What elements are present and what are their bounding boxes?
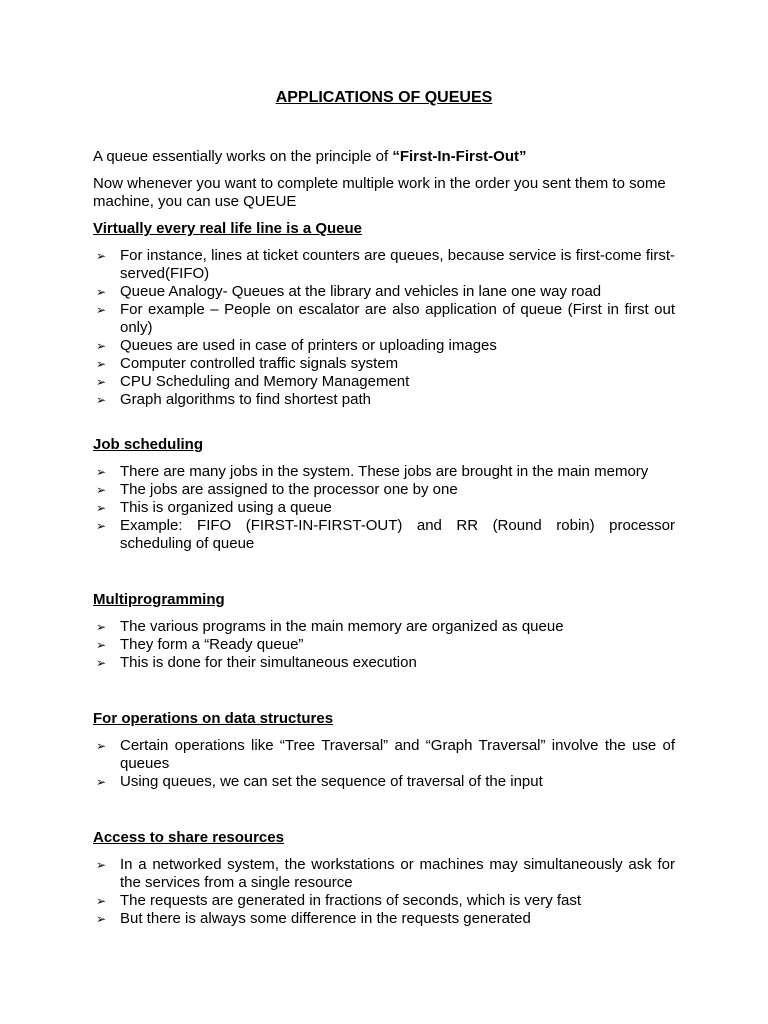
list-item: ➢ But there is always some difference in the requests generated [96, 910, 531, 927]
section-heading: Access to share resources [93, 829, 284, 846]
arrowhead-bullet-icon: ➢ [96, 894, 107, 908]
arrowhead-bullet-icon: ➢ [96, 858, 107, 872]
arrowhead-bullet-icon: ➢ [96, 775, 107, 789]
section-job-scheduling [93, 436, 675, 553]
arrowhead-bullet-icon: ➢ [96, 357, 107, 371]
arrowhead-bullet-icon: ➢ [96, 339, 107, 353]
list-item: ➢ Graph algorithms to find shortest path [96, 391, 371, 408]
arrowhead-bullet-icon: ➢ [96, 519, 107, 533]
arrowhead-bullet-icon: ➢ [96, 501, 107, 515]
list-item: ➢ There are many jobs in the system. These jobs are brought in the main memory [96, 463, 649, 480]
section-access-shared-resources [93, 829, 675, 928]
section-heading: Virtually every real life line is a Queue [93, 220, 363, 237]
arrowhead-bullet-icon: ➢ [96, 656, 107, 670]
list-item: ➢ Example: FIFO (FIRST-IN-FIRST-OUT) and RR (Round robin) processor scheduling of queue [96, 517, 675, 552]
bullet-list [93, 247, 675, 409]
list-item: ➢ Using queues, we can set the sequence of traversal of the input [96, 773, 543, 790]
arrowhead-bullet-icon: ➢ [96, 303, 107, 317]
section-real-life-queues [93, 220, 675, 409]
list-item: ➢ For instance, lines at ticket counters are queues, because service is first-come first-served(FIFO) [96, 247, 675, 282]
arrowhead-bullet-icon: ➢ [96, 483, 107, 497]
intro-paragraph-2: Now whenever you want to complete multiple work in the order you sent them to some machine, you can use QUEUE [93, 175, 666, 210]
section-heading: Multiprogramming [93, 591, 225, 608]
list-item: ➢ Computer controlled traffic signals system [96, 355, 399, 372]
list-item: ➢ Certain operations like “Tree Traversal” and “Graph Traversal” involve the use of queues [96, 737, 675, 772]
document-title: APPLICATIONS OF QUEUES [275, 89, 493, 106]
intro-text: A queue essentially works on the principle of [93, 148, 393, 165]
list-item: ➢ Queue Analogy- Queues at the library and vehicles in lane one way road [96, 283, 602, 300]
arrowhead-bullet-icon: ➢ [96, 375, 107, 389]
arrowhead-bullet-icon: ➢ [96, 638, 107, 652]
arrowhead-bullet-icon: ➢ [96, 620, 107, 634]
arrowhead-bullet-icon: ➢ [96, 465, 107, 479]
list-item: ➢ For example – People on escalator are also application of queue (First in first out only) [96, 301, 675, 336]
list-item: ➢ They form a “Ready queue” [96, 636, 304, 653]
section-data-structure-operations [93, 710, 675, 791]
arrowhead-bullet-icon: ➢ [96, 393, 107, 407]
arrowhead-bullet-icon: ➢ [96, 249, 107, 263]
arrowhead-bullet-icon: ➢ [96, 739, 107, 753]
bullet-list [93, 856, 675, 928]
section-multiprogramming [93, 591, 675, 672]
section-heading: Job scheduling [93, 436, 204, 453]
list-item: ➢ This is done for their simultaneous execution [96, 654, 417, 671]
list-item: ➢ The jobs are assigned to the processor one by one [96, 481, 458, 498]
list-item: ➢ The various programs in the main memory are organized as queue [96, 618, 564, 635]
list-item: ➢ The requests are generated in fractions of seconds, which is very fast [96, 892, 582, 909]
section-heading: For operations on data structures [93, 710, 334, 727]
arrowhead-bullet-icon: ➢ [96, 912, 107, 926]
bullet-list [93, 618, 675, 672]
list-item: ➢ CPU Scheduling and Memory Management [96, 373, 410, 390]
list-item: ➢ This is organized using a queue [96, 499, 332, 516]
intro-paragraph [93, 148, 675, 166]
list-item: ➢ In a networked system, the workstations or machines may simultaneously ask for the services from a single resource [96, 856, 675, 891]
bullet-list [93, 463, 675, 553]
arrowhead-bullet-icon: ➢ [96, 285, 107, 299]
list-item: ➢ Queues are used in case of printers or uploading images [96, 337, 497, 354]
bullet-list [93, 737, 675, 791]
intro-bold-phrase: “First-In-First-Out” [392, 148, 527, 165]
